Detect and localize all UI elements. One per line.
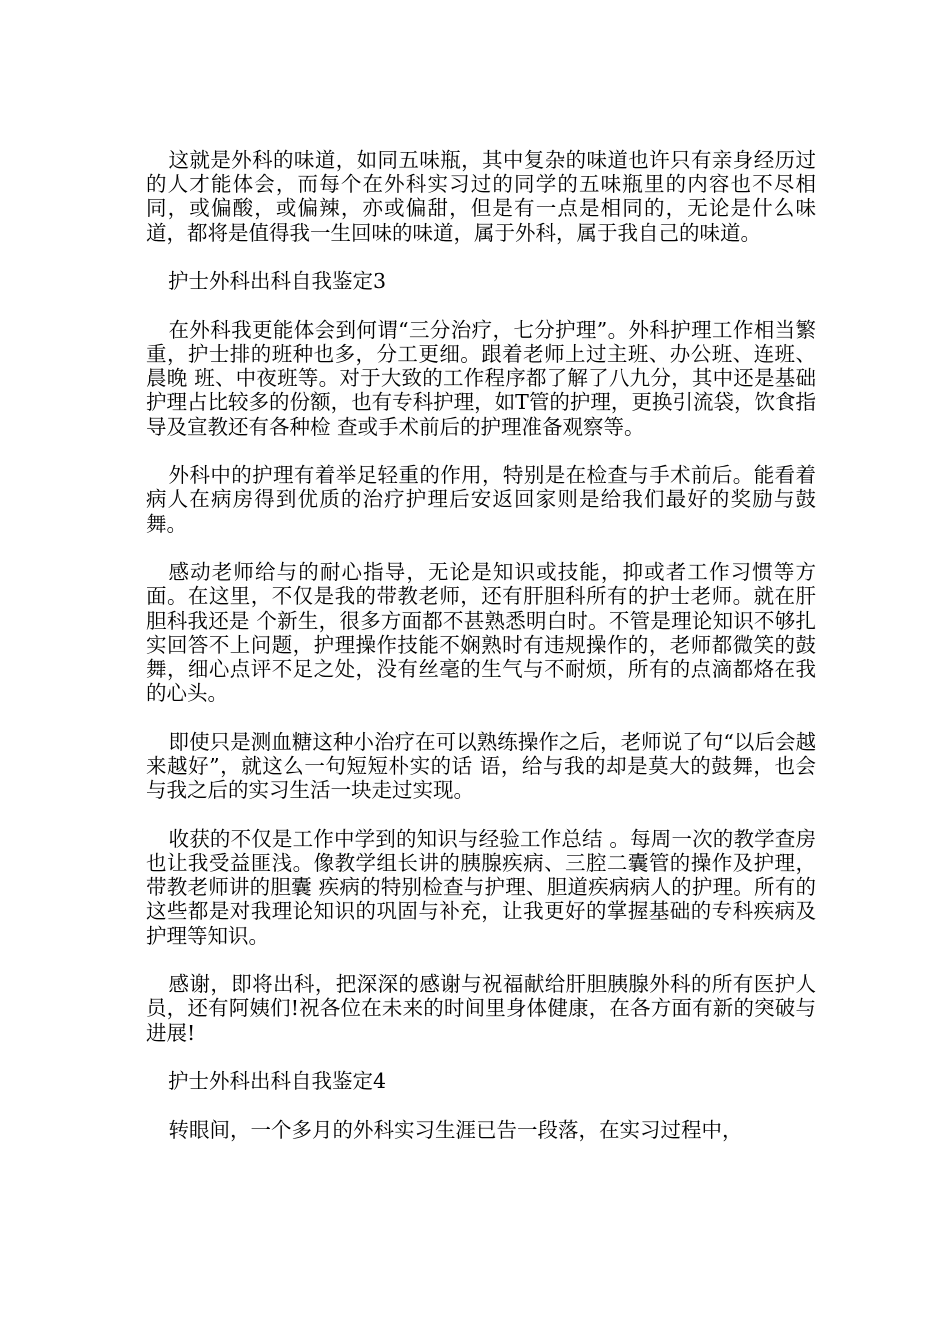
document-page [146, 148, 816, 1166]
paragraph-4: 感动老师给与的耐心指导，无论是知识或技能，抑或者工作习惯等方面。在这里，不仅是我的带教老师，还有肝胆科所有的护士老师。就在肝胆科我还是 个新生，很多方面都不甚熟悉明白时。不管是理论知识不够扎实回答不上问题，护理操作技能不娴熟时有违规操作的，老师都微笑的鼓舞，细心点评不足之处，没有丝毫的生气与不耐烦，所有的点滴都烙在我的心头。 [146, 560, 816, 706]
section-heading-3: 护士外科出科自我鉴定3 [168, 269, 387, 294]
paragraph-2: 在外科我更能体会到何谓“三分治疗，七分护理”。外科护理工作相当繁重，护士排的班种也多，分工更细。跟着老师上过主班、办公班、连班、晨晚 班、中夜班等。对于大致的工作程序都了解了八九分，其中还是基础护理占比较多的份额，也有专科护理，如T管的护理，更换引流袋，饮食指导及宣教还有各种检 查或手术前后的护理准备观察等。 [146, 317, 816, 439]
paragraph-1: 这就是外科的味道，如同五味瓶，其中复杂的味道也许只有亲身经历过的人才能体会，而每个在外科实习过的同学的五味瓶里的内容也不尽相同，或偏酸，或偏辣，亦或偏甜，但是有一点是相同的，无论是什么味道，都将是值得我一生回味的味道，属于外科，属于我自己的味道。 [146, 148, 816, 245]
section-heading-4: 护士外科出科自我鉴定4 [168, 1069, 387, 1094]
paragraph-8: 转眼间，一个多月的外科实习生涯已告一段落，在实习过程中， [168, 1117, 743, 1142]
paragraph-6: 收获的不仅是工作中学到的知识与经验工作总结 。每周一次的教学查房也让我受益匪浅。像教学组长讲的胰腺疾病、三腔二囊管的操作及护理，带教老师讲的胆囊 疾病的特别检查与护理、胆道疾病病人的护理。所有的这些都是对我理论知识的巩固与补充，让我更好的掌握基础的专科疾病及护理等知识。 [146, 826, 816, 948]
paragraph-3: 外科中的护理有着举足轻重的作用，特别是在检查与手术前后。能看着病人在病房得到优质的治疗护理后安返回家则是给我们最好的奖励与鼓舞。 [146, 463, 816, 536]
paragraph-5: 即使只是测血糖这种小治疗在可以熟练操作之后，老师说了句“以后会越来越好”，就这么一句短短朴实的话 语，给与我的却是莫大的鼓舞，也会与我之后的实习生活一块走过实现。 [146, 729, 816, 803]
paragraph-7: 感谢，即将出科，把深深的感谢与祝福献给肝胆胰腺外科的所有医护人员，还有阿姨们!祝各位在未来的时间里身体健康，在各方面有新的突破与进展! [146, 972, 816, 1045]
